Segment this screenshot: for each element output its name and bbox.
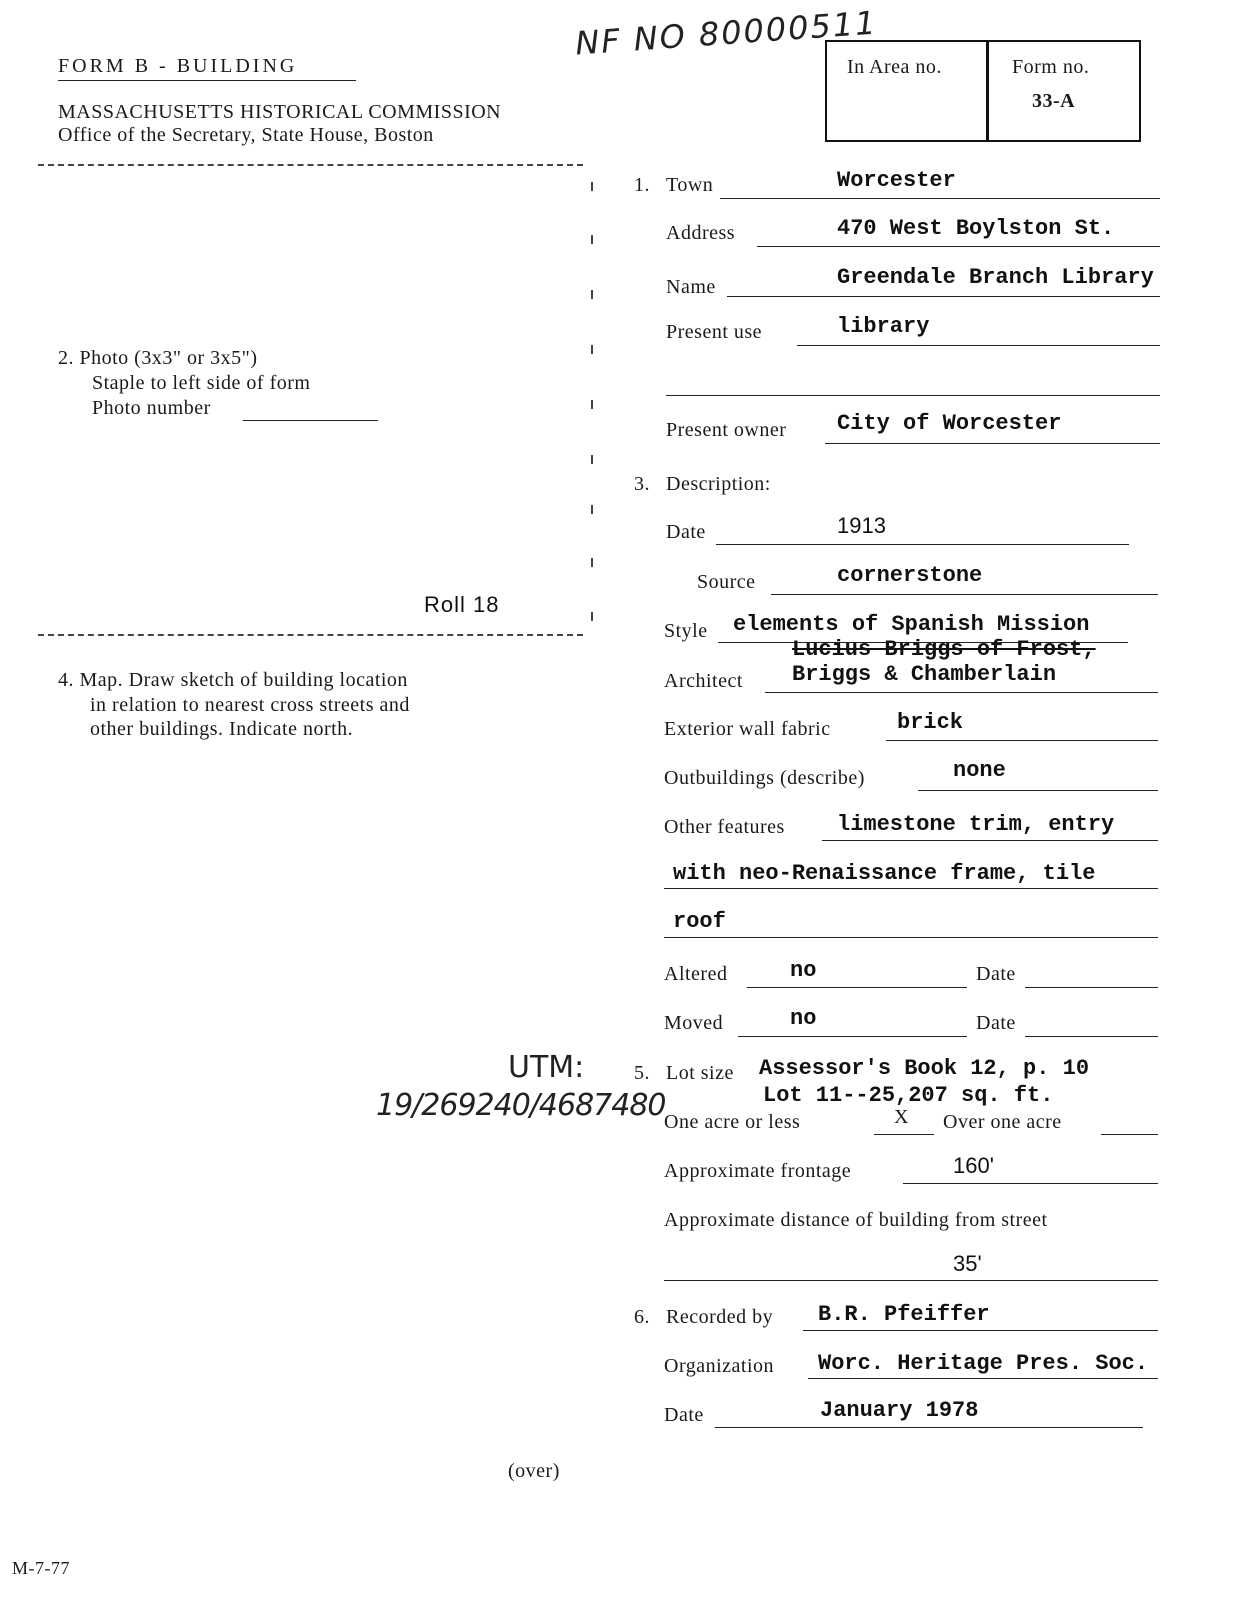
photo-top-separator xyxy=(38,164,583,166)
lot-size-value-1: Assessor's Book 12, p. 10 xyxy=(759,1056,1090,1081)
section-6-number: 6. xyxy=(634,1306,650,1328)
frontage-field xyxy=(903,1183,1158,1184)
architect-field xyxy=(765,692,1158,693)
moved-value: no xyxy=(790,1006,817,1031)
present-use-field xyxy=(797,345,1160,346)
acre-over-field xyxy=(1101,1134,1158,1135)
section-1-number: 1. xyxy=(634,174,650,196)
recorded-date-value: January 1978 xyxy=(820,1398,979,1423)
lot-size-label: Lot size xyxy=(666,1062,734,1084)
wall-fabric-value: brick xyxy=(897,710,964,735)
map-instruction-3: other buildings. Indicate north. xyxy=(90,718,354,740)
form-value: 33-A xyxy=(1032,90,1076,112)
organization-field xyxy=(808,1378,1158,1379)
date-label: Date xyxy=(666,521,706,543)
source-label: Source xyxy=(697,571,756,593)
map-instruction-2: in relation to nearest cross streets and xyxy=(90,694,410,716)
frontage-value: 160' xyxy=(953,1153,994,1178)
organization-label: Organization xyxy=(664,1355,775,1377)
architect-value: Briggs & Chamberlain xyxy=(792,662,1057,687)
moved-date-field xyxy=(1025,1036,1158,1037)
present-owner-field xyxy=(825,443,1160,444)
outbuildings-field xyxy=(918,790,1158,791)
address-field xyxy=(757,246,1160,247)
altered-date-field xyxy=(1025,987,1158,988)
utm-value: 19/269240/4687480 xyxy=(376,1088,666,1123)
organization-value: Worc. Heritage Pres. Soc. xyxy=(818,1351,1149,1376)
form-code: M-7-77 xyxy=(12,1558,70,1578)
form-title: FORM B - BUILDING xyxy=(58,55,298,77)
distance-label: Approximate distance of building from street xyxy=(664,1209,1048,1231)
other-features-value-1: limestone trim, entry xyxy=(837,812,1115,837)
acre-less-field xyxy=(874,1134,934,1135)
over-note: (over) xyxy=(508,1460,560,1482)
map-label: 4. Map. Draw sketch of building location xyxy=(58,669,408,691)
lot-size-value-2: Lot 11--25,207 sq. ft. xyxy=(763,1083,1054,1108)
town-field xyxy=(720,198,1160,199)
town-value: Worcester xyxy=(837,168,956,193)
utm-label: UTM: xyxy=(508,1050,585,1085)
other-features-field-3 xyxy=(664,937,1158,938)
section-3-number: 3. xyxy=(634,473,650,495)
id-box xyxy=(825,40,1141,142)
present-use-value: library xyxy=(837,314,930,339)
source-field xyxy=(771,594,1158,595)
moved-label: Moved xyxy=(664,1012,724,1034)
moved-date-label: Date xyxy=(976,1012,1016,1034)
other-features-value-3: roof xyxy=(673,909,726,934)
distance-value: 35' xyxy=(953,1251,982,1276)
architect-label: Architect xyxy=(664,670,743,692)
moved-field xyxy=(738,1036,967,1037)
photo-label: 2. Photo (3x3" or 3x5") xyxy=(58,347,258,369)
acre-less-label: One acre or less xyxy=(664,1111,801,1133)
other-features-field-2 xyxy=(664,888,1158,889)
present-owner-value: City of Worcester xyxy=(837,411,1062,436)
area-label: In Area no. xyxy=(847,56,942,78)
altered-value: no xyxy=(790,958,817,983)
architect-struck-text: Lucius Briggs of Frost, xyxy=(792,637,1096,662)
form-title-underline xyxy=(58,80,356,81)
style-label: Style xyxy=(664,620,708,642)
name-field xyxy=(727,296,1160,297)
outbuildings-label: Outbuildings (describe) xyxy=(664,767,865,789)
present-use-label: Present use xyxy=(666,321,763,343)
recorded-by-label: Recorded by xyxy=(666,1306,774,1328)
wall-fabric-label: Exterior wall fabric xyxy=(664,718,831,740)
photo-number-field xyxy=(243,420,378,421)
address-value: 470 West Boylston St. xyxy=(837,216,1115,241)
photo-roll: Roll 18 xyxy=(424,592,500,617)
acre-over-label: Over one acre xyxy=(943,1111,1062,1133)
distance-field xyxy=(664,1280,1158,1281)
section-5-number: 5. xyxy=(634,1062,650,1084)
recorded-date-label: Date xyxy=(664,1404,704,1426)
description-title: Description: xyxy=(666,473,771,495)
date-field xyxy=(716,544,1129,545)
town-label: Town xyxy=(666,174,714,196)
name-value: Greendale Branch Library xyxy=(837,265,1154,290)
name-label: Name xyxy=(666,276,716,298)
frontage-label: Approximate frontage xyxy=(664,1160,852,1182)
handwritten-id: NF NO 80000511 xyxy=(574,3,879,63)
recorded-by-value: B.R. Pfeiffer xyxy=(818,1302,990,1327)
office-address: Office of the Secretary, State House, Boston xyxy=(58,124,434,146)
altered-field xyxy=(747,987,967,988)
recorded-by-field xyxy=(803,1330,1158,1331)
form-label: Form no. xyxy=(1012,56,1090,78)
date-value: 1913 xyxy=(837,513,886,538)
present-use-field-2 xyxy=(666,395,1160,396)
photo-staple-note: Staple to left side of form xyxy=(92,372,311,394)
present-owner-label: Present owner xyxy=(666,419,787,441)
source-value: cornerstone xyxy=(837,563,983,588)
photo-number-label: Photo number xyxy=(92,397,211,419)
other-features-value-2: with neo-Renaissance frame, tile xyxy=(673,861,1096,886)
style-value: elements of Spanish Mission xyxy=(733,612,1090,637)
wall-fabric-field xyxy=(886,740,1158,741)
acre-less-mark: X xyxy=(894,1106,909,1128)
outbuildings-value: none xyxy=(953,758,1006,783)
photo-bottom-separator xyxy=(38,634,583,636)
altered-label: Altered xyxy=(664,963,728,985)
other-features-label: Other features xyxy=(664,816,785,838)
recorded-date-field xyxy=(715,1427,1143,1428)
commission-name: MASSACHUSETTS HISTORICAL COMMISSION xyxy=(58,101,502,123)
other-features-field xyxy=(822,840,1158,841)
altered-date-label: Date xyxy=(976,963,1016,985)
address-label: Address xyxy=(666,222,736,244)
